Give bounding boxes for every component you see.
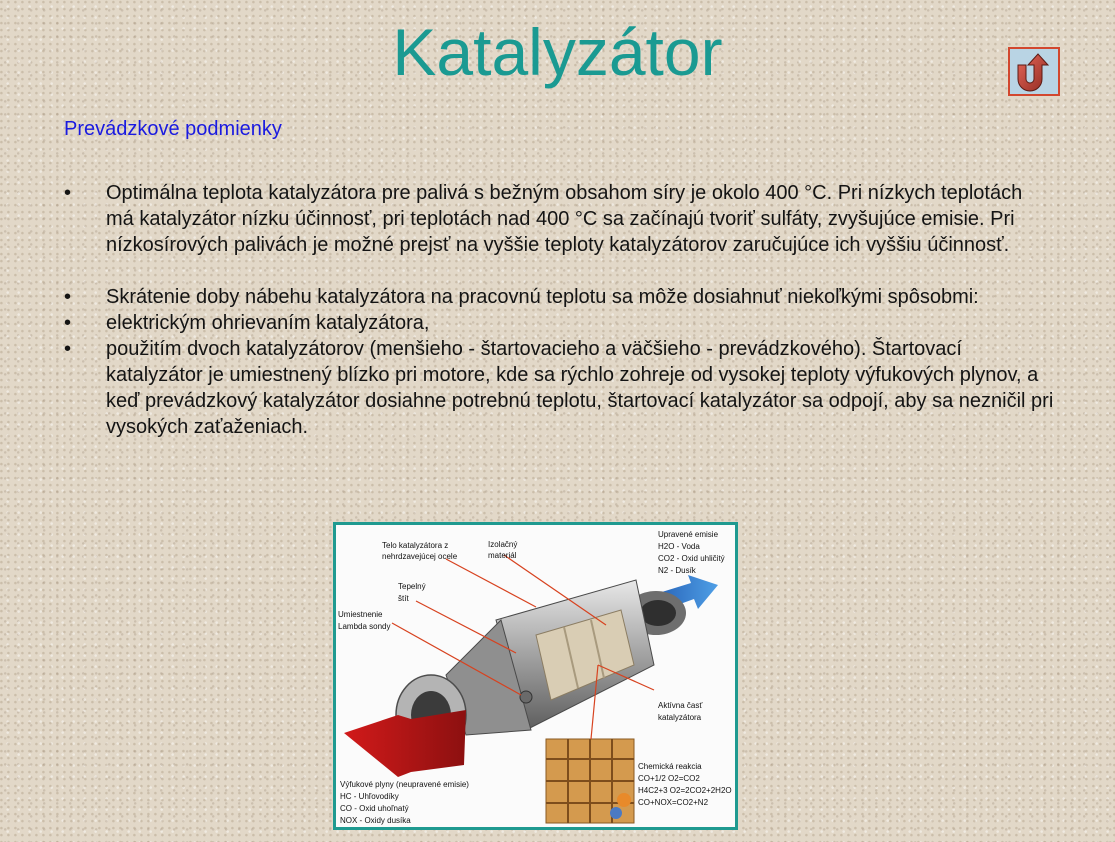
lambda-sensor-port [520,691,532,703]
label-heat-shield: Tepelný štít [398,582,426,603]
catalytic-converter-diagram [333,522,738,830]
label-output-emissions: Upravené emisie H2O - Voda CO2 - Oxid uhličitý N2 - Dusík [658,530,725,575]
section-subtitle: Prevádzkové podmienky [64,118,282,140]
bullet-text: použitím dvoch katalyzátorov (menšieho - štartovacieho a väčšieho - prevádzkového). Štartovací katalyzátor je umiestnený blízko pri motore, kde sa rýchlo zohreje od vysokej teploty výfukových plynov, a keď prevádzkový katalyzátor dosiahne potrebnú teplotu, štartovací katalyzátor sa odpojí, aby sa nezničil pri vysokých zaťaženiach. [106,338,1054,438]
bullet-item [64,336,1054,440]
bullet-text: elektrickým ohrievaním katalyzátora, [106,312,430,334]
page-title: Katalyzátor [392,15,723,89]
inlet-arrow [344,710,466,777]
bullet-text: Skrátenie doby nábehu katalyzátora na pracovnú teplotu sa môže dosiahnuť niekoľkými spôsobmi: [106,286,979,308]
bullet-text: Optimálna teplota katalyzátora pre palivá s bežným obsahom síry je okolo 400 °C. Pri nízkych teplotách má katalyzátor nízku účinnosť, pri teplotách nad 400 °C sa začínajú tvoriť sulfáty, zvyšujúce emisie. Pri nízkosírových palivách je možné prejsť na vyššie teploty katalyzátorov zaručujúce ich vyššiu účinnosť. [106,182,1023,256]
label-active-part: Aktívna časť katalyzátora [658,701,703,722]
back-button[interactable] [1008,47,1060,96]
bullet-marker: • [64,338,72,360]
bullet-item [64,310,1054,336]
u-turn-back-icon [1010,49,1058,94]
bullet-list [64,180,1054,440]
bullet-marker: • [64,182,72,204]
label-insulation: Izolačný materiál [488,540,518,560]
label-chemical-reaction: Chemická reakcia CO+1/2 O2=CO2 H4C2+3 O2=2CO2+2H2O CO+NOX=CO2+N2 [638,762,732,807]
bullet-marker: • [64,286,72,308]
label-body: Telo katalyzátora z nehrdzavejúcej ocele [382,541,458,561]
bullet-item [64,180,1054,258]
particle-icon [610,807,622,819]
label-lambda-sensor: Umiestnenie Lambda sondy [338,610,391,631]
particle-icon [617,793,631,807]
bullet-marker: • [64,312,72,334]
bullet-item [64,284,1054,310]
label-input-gases: Výfukové plyny (neupravené emisie) HC - Uhľovodíky CO - Oxid uhoľnatý NOX - Oxidy dusíka [340,780,469,825]
